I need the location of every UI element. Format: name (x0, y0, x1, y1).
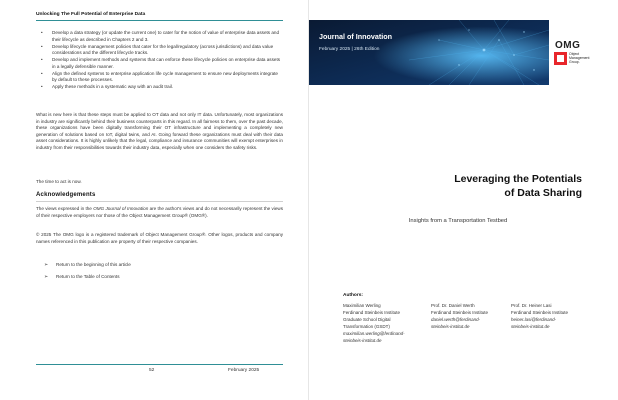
call-to-action-text: The time to act is now. (36, 179, 82, 184)
bullet-dot-icon: • (41, 57, 43, 63)
bullet-dot-icon: • (41, 43, 43, 49)
bullet-item: • Develop a data strategy (or update the current one) to cater for the notion of value of enterprise data assets and their lifecycle as described in Chapters 2 and 3. (41, 30, 280, 42)
header-rule (36, 20, 283, 21)
journal-banner (309, 20, 618, 85)
right-page (309, 0, 618, 400)
section-rule (36, 201, 283, 202)
author-email[interactable]: heiner.lasi@ferdinand- steinbeis-institut.de (511, 316, 557, 329)
acknowledgements-heading: Acknowledgements (36, 192, 96, 198)
article-title: Leveraging the Potentials of Data Sharing (454, 173, 582, 199)
bullet-item: • Develop lifecycle management policies that cater for the legal/regulatory (across jurisdictions) and data value considerations and the different lifecycle tracks. (41, 43, 274, 56)
return-to-article-start-link[interactable]: ➢ Return to the beginning of this article (44, 262, 131, 268)
bullet-item: • Align the defined systems to enterprise application life cycle management to ensure new deployments integrate by default to these processes. (41, 70, 278, 83)
logo-wordmark: OMG (555, 40, 581, 51)
author-block: Prof. Dr. Heiner Lasi Ferdinand Steinbeis Institute heiner.lasi@ferdinand- steinbeis-institut.de (511, 303, 595, 331)
bullet-list (36, 30, 283, 91)
author-email[interactable]: maximilian.werling@ferdinand- steinbeis-institut.de (343, 330, 405, 343)
bullet-item: • Apply these methods in a systematic way with an audit trail. (41, 84, 174, 90)
bullet-dot-icon: • (41, 84, 43, 90)
bullet-item: • Develop and implement methods and systems that can enforce these lifecycle policies on enterprise data assets in a legally defensible manner. (41, 57, 281, 69)
disclaimer-paragraph: The views expressed in the OMG Journal of Innovation are the author's views and do not necessarily represent the views of their respective employers nor those of the Object Management Group® (OMG®). (36, 206, 283, 218)
footer-rule (36, 364, 283, 365)
issue-date: February 2025 (228, 368, 260, 373)
bullet-dot-icon: • (41, 30, 43, 35)
article-subtitle: Insights from a Transportation Testbed (408, 218, 508, 224)
authors-label: Authors: (343, 293, 363, 298)
bullet-dot-icon: • (41, 70, 43, 76)
author-block: Prof. Dr. Daniel Werth Ferdinand Steinbeis Institute daniel.werth@ferdinand- steinbeis-institut.de (431, 303, 511, 331)
arrow-right-icon: ➢ (44, 262, 49, 268)
body-paragraph: What is new here is that these steps must be applied to OT data and not only IT data. Unfortunately, most organizations in industry are significantly behind their business counterparts in this regard. In all fairness to them, over the past decade, these organizations have been digitally transforming their OT infrastructure and implementing a completely new generation of solutions based on IoT, digital twins, and AI. Going forward these organizations must deal with their data asset considerations. It is highly unlikely that the legal, compliance and insurance communities will exempt enterprises in industry from their responsibilities towards their industry data, especially when one considers the safety risks. (36, 112, 283, 150)
arrow-right-icon: ➢ (44, 274, 49, 280)
page-number: 52 (149, 368, 155, 373)
author-block: Maximilian Werling Ferdinand Steinbeis Institute Graduate School Digital Transformation (GSDT) maximilian.werling@ferdinand- steinbeis-institut.de (343, 303, 423, 344)
journal-title: Journal of Innovation (319, 32, 393, 41)
journal-edition: February 2025 | 26th Edition (319, 47, 380, 52)
network-banner-image (309, 20, 549, 85)
omg-logo (553, 38, 615, 83)
author-email[interactable]: daniel.werth@ferdinand- steinbeis-institut.de (431, 316, 481, 329)
return-to-toc-link[interactable]: ➢ Return to the Table of Contents (44, 274, 120, 280)
running-head: Unlocking The Full Potential of Enterprise Data (36, 12, 146, 17)
copyright-paragraph: © 2025 The OMG logo is a registered trademark of Object Management Group®. Other logos, products and company names referenced in this publication are property of their respective companies. (36, 232, 283, 244)
logo-subtitle: Object Management Group. (569, 52, 590, 65)
